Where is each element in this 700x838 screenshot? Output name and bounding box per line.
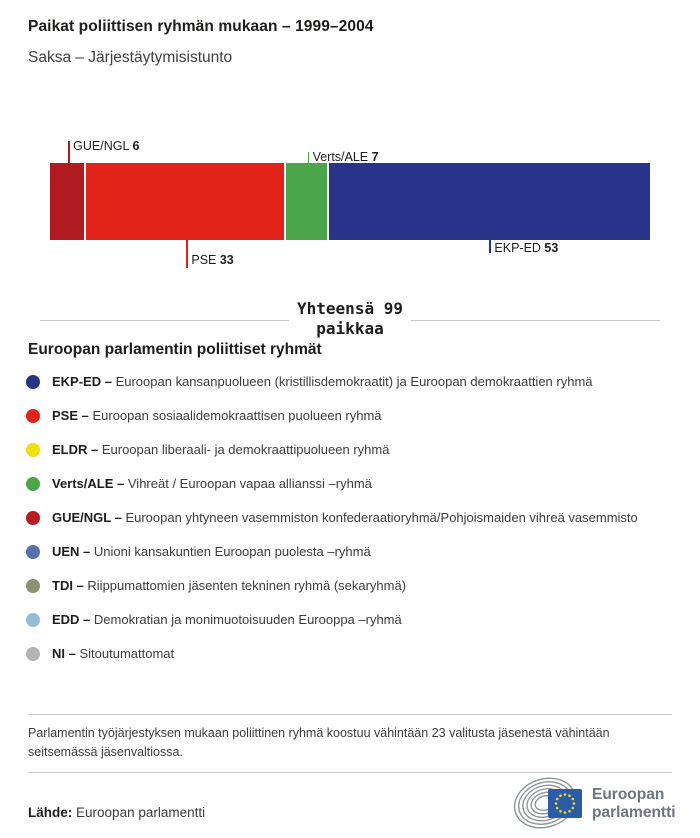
total-seats-line2: paikkaa [316, 319, 384, 338]
legend-heading: Euroopan parlamentin poliittiset ryhmät [28, 341, 322, 358]
footnote-text: Parlamentin työjärjestyksen mukaan poliittinen ryhmä koostuu vähintään 23 valitusta jäsenestä vähintään seitsemässä jäsenvaltiossa. [28, 714, 672, 773]
bar-callout-tick-ekp-ed [489, 240, 491, 253]
legend-item-pse [26, 406, 674, 425]
legend-text: NI – Sitoutumattomat [52, 646, 175, 661]
total-seats-line1: Yhteensä 99 [297, 299, 403, 318]
legend-item-uen [26, 542, 674, 561]
source-line [28, 805, 205, 820]
legend-text: GUE/NGL – Euroopan yhtyneen vasemmiston konfederaatioryhmä/Pohjoismaiden vihreä vasemmisto [52, 510, 638, 525]
legend-dot-ekp-ed [26, 375, 40, 389]
legend-text: Verts/ALE – Vihreät / Euroopan vapaa allianssi –ryhmä [52, 476, 372, 491]
legend-item-eldr [26, 440, 674, 459]
left-rule [40, 320, 289, 321]
source-value: Euroopan parlamentti [76, 805, 206, 820]
legend-dot-eldr [26, 443, 40, 457]
bar-callout-tick-verts-ale [308, 152, 310, 163]
seat-bar-chart [0, 138, 700, 270]
legend-text: UEN – Unioni kansakuntien Euroopan puolesta –ryhmä [52, 544, 371, 559]
legend-text: TDI – Riippumattomien jäsenten tekninen ryhmä (sekaryhmä) [52, 578, 407, 593]
legend-item-edd [26, 610, 674, 629]
total-seats-label [289, 299, 411, 339]
legend-dot-tdi [26, 579, 40, 593]
seat-bar [50, 163, 650, 240]
bar-segment-ekp-ed [329, 163, 650, 240]
legend-dot-ni [26, 647, 40, 661]
legend-text: PSE – Euroopan sosiaalidemokraattisen puolueen ryhmä [52, 408, 382, 423]
legend-dot-edd [26, 613, 40, 627]
source-label: Lähde: [28, 805, 73, 820]
legend-item-verts-ale [26, 474, 674, 493]
legend-text: EDD – Demokratian ja monimuotoisuuden Eurooppa –ryhmä [52, 612, 402, 627]
bar-label-pse: PSE 33 [191, 253, 234, 267]
bar-label-gue-ngl: GUE/NGL 6 [73, 139, 140, 153]
legend-item-ni [26, 644, 674, 663]
bar-label-verts-ale: Verts/ALE 7 [312, 150, 379, 164]
bar-label-ekp-ed: EKP-ED 53 [494, 241, 559, 255]
bar-segment-gue-ngl [50, 163, 84, 240]
bar-segment-pse [86, 163, 284, 240]
bar-callout-tick-pse [186, 240, 188, 268]
logo-text: Euroopan parlamentti [592, 786, 676, 821]
right-rule [411, 320, 660, 321]
legend-dot-verts-ale [26, 477, 40, 491]
legend-dot-pse [26, 409, 40, 423]
legend-item-ekp-ed [26, 372, 674, 391]
page-title: Paikat poliittisen ryhmän mukaan – 1999–2004 [28, 18, 374, 35]
legend-text: ELDR – Euroopan liberaali- ja demokraattipuolueen ryhmä [52, 442, 390, 457]
european-parliament-logo [512, 776, 694, 830]
page-subtitle: Saksa – Järjestäytymisistunto [28, 49, 233, 66]
legend-text: EKP-ED – Euroopan kansanpuolueen (kristillisdemokraatit) ja Euroopan demokraattien ryhmä [52, 374, 593, 389]
legend-dot-uen [26, 545, 40, 559]
legend-dot-gue-ngl [26, 511, 40, 525]
legend-item-tdi [26, 576, 674, 595]
legend-item-gue-ngl [26, 508, 674, 527]
legend-list [26, 372, 674, 678]
total-seats-row [40, 299, 660, 339]
bar-callout-tick-gue-ngl [68, 141, 70, 163]
bar-segment-verts-ale [286, 163, 326, 240]
